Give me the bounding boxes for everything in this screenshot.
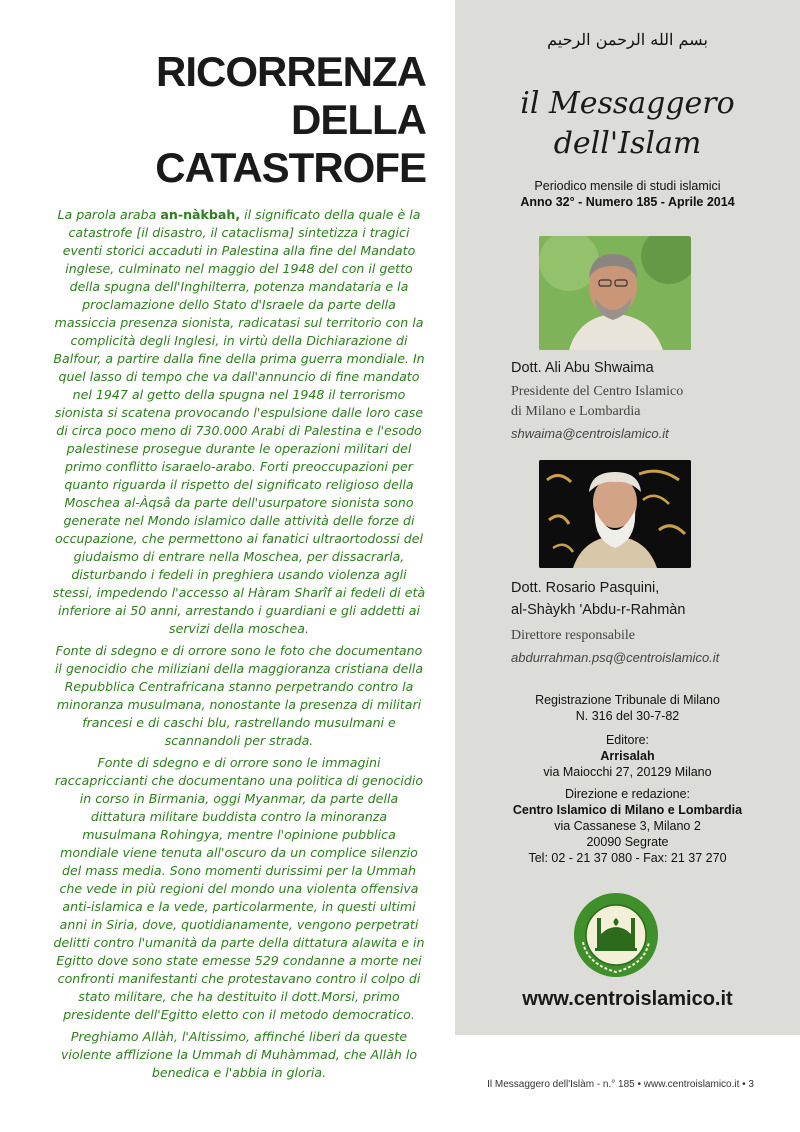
title-line-2: DELLA CATASTROFE	[155, 96, 426, 191]
person-2-name-line-2: al-Shàykh 'Abdu-r-Rahmàn	[511, 602, 686, 618]
p1-term: an-nàkbah,	[160, 207, 241, 222]
person-1-role-line-2: di Milano e Lombardia	[511, 404, 641, 419]
masthead-line-2: dell'Islam	[553, 126, 702, 161]
portrait-photo-rosario-pasquini	[539, 460, 691, 568]
p1-body: il significato della quale è la catastrofe [il disastro, il cataclisma] sintetizza i tragici eventi storici accaduti in Palestina alla fine del Mandato inglese, culminato nel maggio del 1948 del con il getto della spugna dell'Inghilterra, potenza mandataria e la proclamazione dello Stato d'Israele da parte della massiccia presenza sionista, radicatasi sul territorio con la complicità degli Inglesi, in virtù della Dichiarazione di Balfour, a partire dalla fine della prima guerra mondiale. In quel lasso di tempo che va dall'annuncio di fine mandato nel 1947 al getto della spugna nel 1948 il terrorismo sionista si scatena provocando l'espulsione dalle loro case di circa poco meno di 730.000 Arabi di Palestina e l'esodo palestinese prosegue durante le operazioni militari del primo conflitto isaraelo-arabo. Forti preoccupazioni per quanto riguarda il rispetto del significato religioso della Moschea al-Àqsâ da parte dell'usurpatore sionista sono generate nel Mondo islamico dalle attività delle forze di occupazione, che permettono ai fanatici ultraortodossi del giudaismo di entrare nella Moschea, per dissacrarla, disturbando i fedeli in preghiera usando violenza agli stessi, impedendo l'accesso al Hàram Sharîf ai fedeli di età inferiore ai 50 anni, arrestando i guardiani e gli addetti ai servizi della moschea.	[52, 207, 426, 636]
p1-intro: La parola araba	[57, 207, 161, 222]
person-2-email: abdurrahman.psq@centroislamico.it	[511, 650, 720, 665]
person-1-name: Dott. Ali Abu Shwaima	[511, 360, 654, 376]
direction-info	[455, 786, 800, 866]
masthead-subtitle	[455, 178, 800, 210]
direction-address-1: via Cassanese 3, Milano 2	[554, 819, 701, 833]
centro-islamico-logo-icon	[573, 892, 659, 978]
person-2-name-line-1: Dott. Rosario Pasquini,	[511, 580, 660, 596]
article-column	[52, 48, 426, 1086]
article-paragraph-1	[52, 206, 426, 638]
direction-name: Centro Islamico di Milano e Lombardia	[512, 803, 743, 817]
website-url: www.centroislamico.it	[522, 988, 733, 1010]
person-1-role-line-1: Presidente del Centro Islamico	[511, 384, 684, 399]
direction-phone: Tel: 02 - 21 37 080 - Fax: 21 37 270	[528, 851, 727, 865]
editor-address: via Maiocchi 27, 20129 Milano	[543, 765, 712, 779]
article-title	[52, 48, 426, 192]
person-2-role: Direttore responsabile	[511, 628, 636, 643]
direction-label: Direzione e redazione:	[564, 787, 691, 801]
editor-label: Editore:	[605, 733, 650, 747]
portrait-photo-ali-abu-shwaima	[539, 236, 691, 350]
article-paragraph-4: Preghiamo Allàh, l'Altissimo, affinché liberi da queste violente afflizione la Ummah di Muhàmmad, che Allàh lo benedica e l'abbia in gloria.	[60, 1029, 418, 1080]
masthead-line-1: il Messaggero	[520, 86, 735, 121]
article-paragraph-2: Fonte di sdegno e di orrore sono le foto che documentano il genocidio che miliziani della maggioranza cristiana della Repubblica Centrafricana stanno perpetrando contro la minoranza musulmana, nonostante la presenza di militari francesi e di caschi blu, rastrellando musulmani e scannandoli per strada.	[54, 643, 424, 748]
masthead-sidebar	[455, 0, 800, 1035]
article-paragraph-3: Fonte di sdegno e di orrore sono le immagini raccapriccianti che documentano una politica di genocidio in corso in Birmania, oggi Myanmar, da parte della dittatura militare buddista contro la minoranza musulmana Rohingya, mentre l'opinione pubblica mondiale viene tenuta all'oscuro da un complice silenzio del mass media. Sono momenti durissimi per la Ummah che vede in più regioni del mondo una violenta offensiva anti-islamica e la vede, particolarmente, in questi ultimi anni in Siria, dove, quotidianamente, vengono perpetrati delitti contro l'umanità da parte della dittatura alawita e in Egitto dove sono state emesse 529 condanne a morte nei confronti manifestanti che protestavano contro il colpo di stato militare, che ha destituito il dott.Morsi, primo presidente dell'Egitto eletto con il metodo democratico.	[53, 755, 425, 1022]
page-footer: Il Messaggero dell'Islàm - n.° 185 • www.centroislamico.it • 3	[487, 1079, 754, 1090]
registration-info	[455, 692, 800, 724]
person-1-email: shwaima@centroislamico.it	[511, 426, 669, 441]
issue-info: Anno 32° - Numero 185 - Aprile 2014	[520, 195, 735, 209]
masthead-title	[455, 84, 800, 164]
registration-line-2: N. 316 del 30-7-82	[575, 709, 680, 723]
title-line-1: RICORRENZA	[156, 48, 426, 95]
registration-line-1: Registrazione Tribunale di Milano	[535, 693, 720, 707]
basmala-calligraphy: بسم الله الرحمن الرحيم	[547, 30, 708, 49]
subtitle-text: Periodico mensile di studi islamici	[534, 179, 721, 193]
direction-address-2: 20090 Segrate	[586, 835, 669, 849]
editor-info	[455, 732, 800, 780]
editor-name: Arrisalah	[600, 749, 655, 763]
